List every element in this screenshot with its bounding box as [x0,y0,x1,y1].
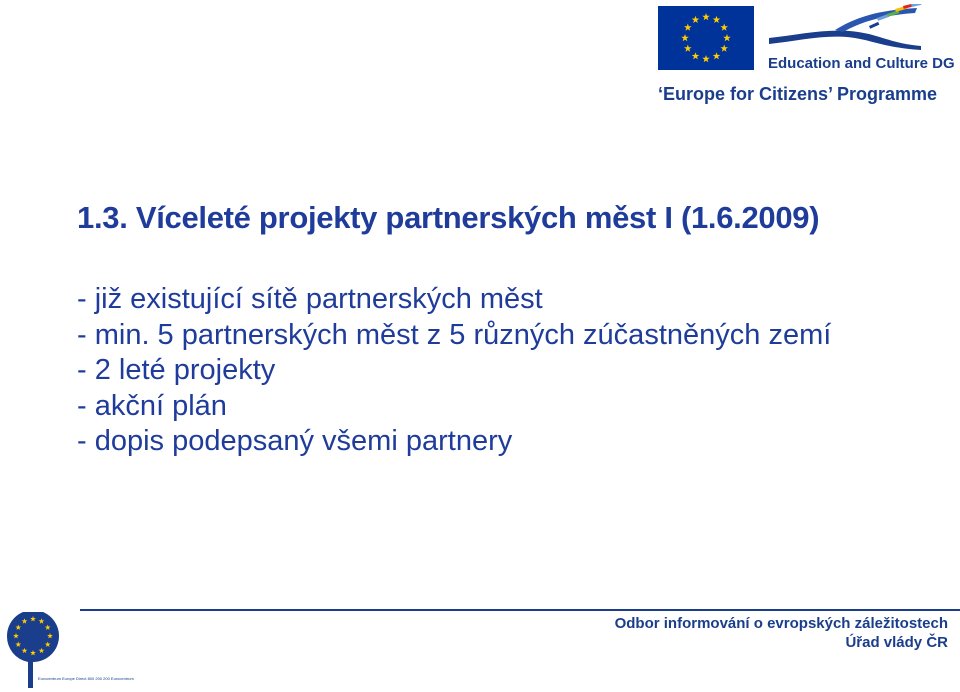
programme-name: ‘Europe for Citizens’ Programme [658,84,938,104]
bullet-item: - akční plán [77,389,227,422]
eurocentrum-logo-text: Eurocentrum Europe Direct 800 200 200 Eurocentrum [38,676,134,681]
education-culture-swoosh-icon [765,4,925,56]
footer-office: Úřad vlády ČR [845,634,948,651]
slide-title: 1.3. Víceleté projekty partnerských měst I (1.6.2009) [77,200,820,235]
footer-divider [80,609,960,611]
eu-flag-logo [658,6,754,70]
bullet-list [77,282,831,460]
bullet-item: - 2 leté projekty [77,354,276,386]
footer-department: Odbor informování o evropských záležitostech [614,615,948,632]
bullet-item: - min. 5 partnerských měst z 5 různých zúčastněných zemí [77,318,832,351]
bullet-item: - dopis podepsaný všemi partnery [77,425,513,457]
bullet-item: - již existující sítě partnerských měst [77,283,543,315]
dg-name: Education and Culture DG [768,55,955,72]
